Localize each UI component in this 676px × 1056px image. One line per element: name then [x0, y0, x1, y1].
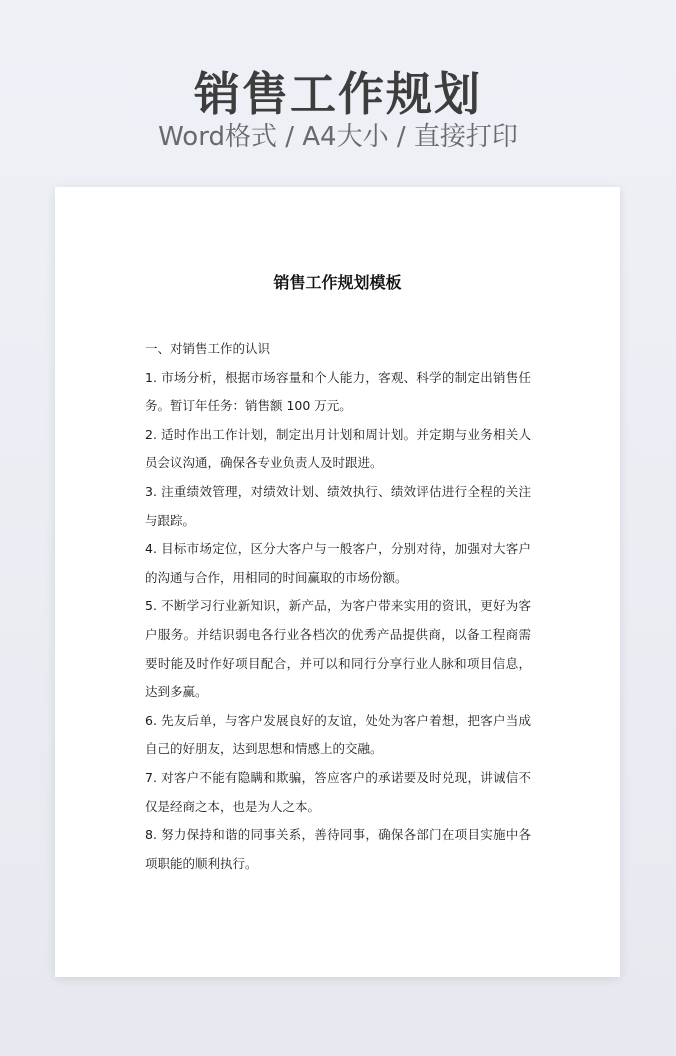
list-item: 4. 目标市场定位，区分大客户与一般客户，分别对待，加强对大客户的沟通与合作，用相同的时间赢取的市场份额。: [145, 541, 531, 585]
page-subtitle: Word格式 / A4大小 / 直接打印: [158, 122, 518, 152]
list-item: 1. 市场分析，根据市场容量和个人能力，客观、科学的制定出销售任务。暂订年任务：销售额 100 万元。: [145, 369, 531, 414]
document-body: [145, 335, 531, 878]
list-item: 3. 注重绩效管理，对绩效计划、绩效执行、绩效评估进行全程的关注与跟踪。: [145, 483, 531, 528]
list-item: 5. 不断学习行业新知识，新产品，为客户带来实用的资讯，更好为客户服务。并结识弱电各行业各档次的优秀产品提供商，以备工程商需要时能及时作好项目配合，并可以和同行分享行业人脉和项目信息，达到多赢。: [145, 598, 531, 700]
list-item: 2. 适时作出工作计划，制定出月计划和周计划。并定期与业务相关人员会议沟通，确保各专业负责人及时跟进。: [145, 426, 531, 471]
section-heading: 一、对销售工作的认识: [145, 341, 271, 356]
document-title: 销售工作规划模板: [273, 273, 402, 292]
list-item: 7. 对客户不能有隐瞒和欺骗，答应客户的承诺要及时兑现，讲诚信不仅是经商之本，也是为人之本。: [145, 769, 531, 814]
list-item: 6. 先友后单，与客户发展良好的友谊，处处为客户着想，把客户当成自己的好朋友，达到思想和情感上的交融。: [145, 712, 531, 757]
page-title: 销售工作规划: [194, 67, 482, 121]
list-item: 8. 努力保持和谐的同事关系，善待同事，确保各部门在项目实施中各项职能的顺利执行。: [145, 827, 531, 871]
document-page: [55, 187, 620, 977]
